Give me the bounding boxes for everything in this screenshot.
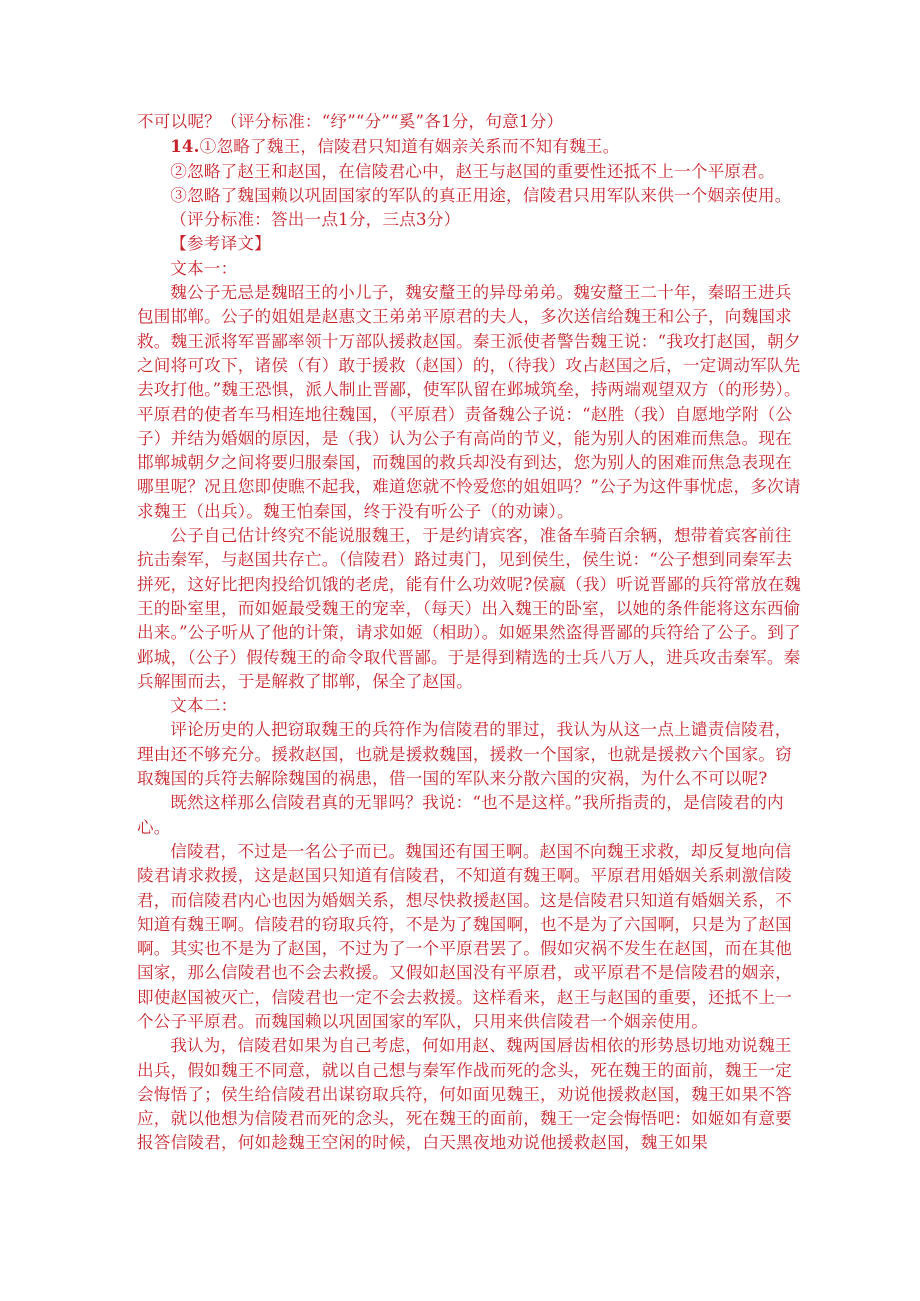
- paragraph: 我认为，信陵君如果为自己考虑，何如用赵、魏两国唇齿相依的形势恳切地劝说魏王出兵，假如魏王不同意，就以自己想与秦军作战而死的念头，死在魏王的面前，魏王一定会悔悟了；侯生给信陵君出谋窃取兵符，何如面见魏王，劝说他援救赵国，魏王如果不答应，就以他想为信陵君而死的念头，死在魏王的面前，魏王一定会悔悟吧：如姬如有意要报答信陵君，何如趁魏王空闲的时候，白天黑夜地劝说他援救赵国，魏王如果: [137, 1036, 792, 1153]
- reference-translation-heading: 【参考译文】: [170, 234, 271, 254]
- paragraph: 魏公子无忌是魏昭王的小儿子，魏安釐王的异母弟弟。魏安釐王二十年，秦昭王进兵包围邯郸。公子的姐姐是赵惠文王弟弟平原君的夫人，多次送信给魏王和公子，向魏国求救。魏王派将军晋鄙率领十万部队援救赵国。秦王派使者警告魏王说：“我攻打赵国，朝夕之间将可攻下，诸侯（有）敢于援救（赵国）的，（待我）攻占赵国之后，一定调动军队先去攻打他。”魏王恐惧，派人制止晋鄙，使军队留在邺城筑垒，持两端观望双方（的形势）。平原君的使者车马相连地往魏国，（平原君）责备魏公子说：“赵胜（我）自愿地学附（公子）并结为婚姻的原因，是（我）认为公子有高尚的节义，能为别人的困难而焦急。现在邯郸城朝夕之间将要归服秦国，而魏国的救兵却没有到达，您为别人的困难而焦急表现在哪里呢？况且您即使瞧不起我，难道您就不怜爱您的姐姐吗？”公子为这件事忧虑，多次请求魏王（出兵）。魏王怕秦国，终于没有听公子（的劝谏）。: [137, 283, 801, 521]
- paragraph: 公子自己估计终究不能说服魏王，于是约请宾客，准备车骑百余辆，想带着宾客前往抗击秦军，与赵国共存亡。（信陵君）路过夷门，见到侯生，侯生说：“公子想到同秦军去拼死，这好比把肉投给饥饿的老虎，能有什么功效呢?侯嬴（我）听说晋鄙的兵符常放在魏王的卧室里，而如姬最受魏王的宠幸，（每天）出入魏王的卧室，以她的条件能将这东西偷出来。”公子听从了他的计策，请求如姬（相助）。如姬果然盗得晋鄙的兵符给了公子。到了邺城，（公子）假传魏王的命令取代晋鄙。于是得到精选的士兵八万人，进兵攻击秦军。秦兵解围而去，于是解救了邯郸，保全了赵国。: [137, 526, 802, 691]
- question-number: 14.: [170, 136, 200, 157]
- paragraph: 既然这样那么信陵君真的无罪吗？我说：“也不是这样。”我所指责的，是信陵君的内心。: [137, 793, 784, 837]
- answer-14-item-1: [137, 134, 803, 159]
- scoring-standard: （评分标准：答出一点1分，三点3分）: [170, 210, 461, 230]
- text-two-heading: 文本二：: [170, 696, 238, 716]
- document-body: [137, 110, 803, 1156]
- answer-text: ①忽略了魏王，信陵君只知道有姻亲关系而不知有魏王。: [199, 137, 620, 157]
- paragraph: 信陵君，不过是一名公子而已。魏国还有国王啊。赵国不向魏王求救，却反复地向信陵君请求救援，这是赵国只知道有信陵君，不知道有魏王啊。平原君用婚姻关系刺激信陵君，而信陵君内心也因为婚姻关系，想尽快救援赵国。这是信陵君只知道有婚姻关系，不知道有魏王啊。信陵君的窃取兵符，不是为了魏国啊，也不是为了六国啊，只是为了赵国啊。其实也不是为了赵国，不过为了一个平原君罢了。假如灾祸不发生在赵国，而在其他国家，那么信陵君也不会去救援。又假如赵国没有平原君，或平原君不是信陵君的姻亲，即使赵国被灭亡，信陵君也一定不会去救援。这样看来，赵王与赵国的重要，还抵不上一个公子平原君。而魏国赖以巩固国家的军队，只用来供信陵君一个姻亲使用。: [137, 841, 792, 1031]
- answer-14-item-3: ③忽略了魏国赖以巩固国家的军队的真正用途，信陵君只用军队来供一个姻亲使用。: [170, 185, 792, 205]
- answer-line-13-end: 不可以呢？（评分标准：“纾”“分”“奚”各1分，句意1分）: [137, 112, 564, 131]
- text-one-heading: 文本一：: [170, 258, 238, 278]
- paragraph: 评论历史的人把窃取魏王的兵符作为信陵君的罪过，我认为从这一点上谴责信陵君，理由还不够充分。援救赵国，也就是援救魏国，援救一个国家，也就是援救六个国家。窃取魏国的兵符去解除魏国的祸患，借一国的军队来分散六国的灾祸，为什么不可以呢?: [137, 720, 792, 789]
- answer-14-item-2: ②忽略了赵王和赵国，在信陵君心中，赵王与赵国的重要性还抵不上一个平原君。: [170, 161, 775, 181]
